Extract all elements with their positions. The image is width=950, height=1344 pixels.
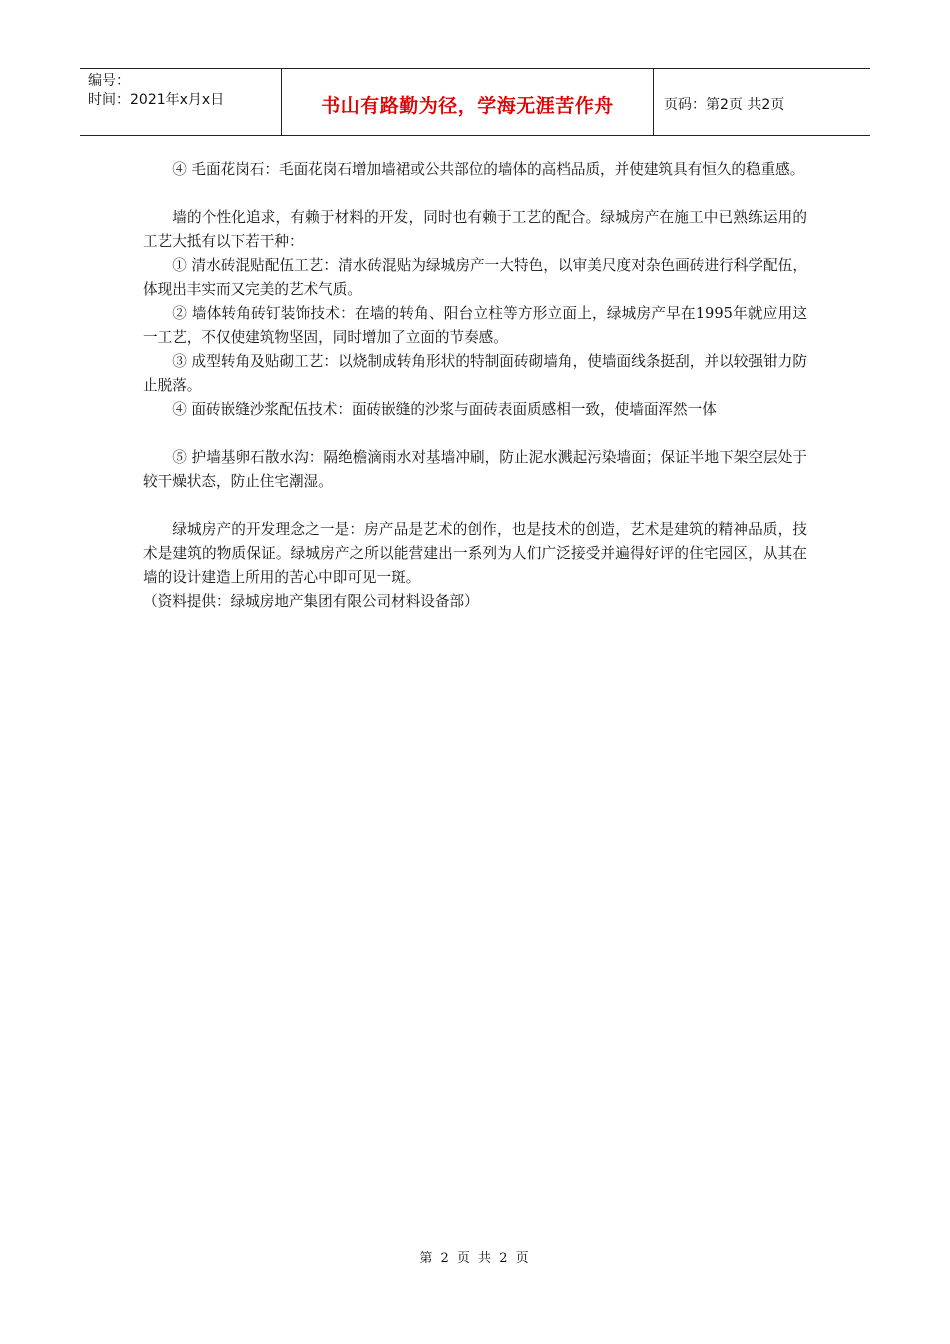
paragraph-item-3: ③ 成型转角及贴砌工艺：以烧制成转角形状的特制面砖砌墙角，使墙面线条挺刮，并以较强钳力防止脱落。	[143, 353, 807, 394]
paragraph-granite: ④ 毛面花岗石：毛面花岗石增加墙裙或公共部位的墙体的高档品质，并使建筑具有恒久的稳重感。	[172, 161, 805, 178]
paragraph-spacer	[143, 182, 807, 206]
header-motto: 书山有路勤为径，学海无涯苦作舟	[282, 69, 654, 135]
document-body	[143, 158, 807, 614]
page-footer: 第 2 页 共 2 页	[419, 1251, 531, 1266]
paragraph-spacer	[143, 494, 807, 518]
paragraph-item-2: ② 墙体转角砖钉装饰技术：在墙的转角、阳台立柱等方形立面上，绿城房产早在1995年就应用这一工艺，不仅使建筑物坚固，同时增加了立面的节奏感。	[143, 305, 807, 346]
paragraph-source: （资料提供：绿城房地产集团有限公司材料设备部）	[143, 593, 479, 610]
paragraph-craft-intro: 墙的个性化追求，有赖于材料的开发，同时也有赖于工艺的配合。绿城房产在施工中已熟练运用的工艺大抵有以下若干种：	[143, 209, 807, 250]
page-header	[80, 68, 870, 136]
paragraph-item-5: ⑤ 护墙基卵石散水沟：隔绝檐滴雨水对基墙冲刷，防止泥水溅起污染墙面；保证半地下架空层处于较干燥状态，防止住宅潮湿。	[143, 449, 807, 490]
header-page-label: 页码：第2页 共2页	[664, 97, 785, 113]
header-meta	[80, 69, 282, 135]
document-number-label: 编号：	[88, 73, 130, 89]
paragraph-item-1: ① 清水砖混贴配伍工艺：清水砖混贴为绿城房产一大特色，以审美尺度对杂色画砖进行科学配伍，体现出丰实而又完美的艺术气质。	[143, 257, 807, 298]
paragraph-spacer	[143, 422, 807, 446]
paragraph-philosophy: 绿城房产的开发理念之一是：房产品是艺术的创作，也是技术的创造，艺术是建筑的精神品质，技术是建筑的物质保证。绿城房产之所以能营建出一系列为人们广泛接受并遍得好评的住宅园区，从其在墙的设计建造上所用的苦心中即可见一斑。	[143, 521, 807, 586]
paragraph-item-4: ④ 面砖嵌缝沙浆配伍技术：面砖嵌缝的沙浆与面砖表面质感相一致，使墙面浑然一体	[172, 401, 717, 418]
document-time-label: 时间：2021年x月x日	[88, 92, 225, 108]
